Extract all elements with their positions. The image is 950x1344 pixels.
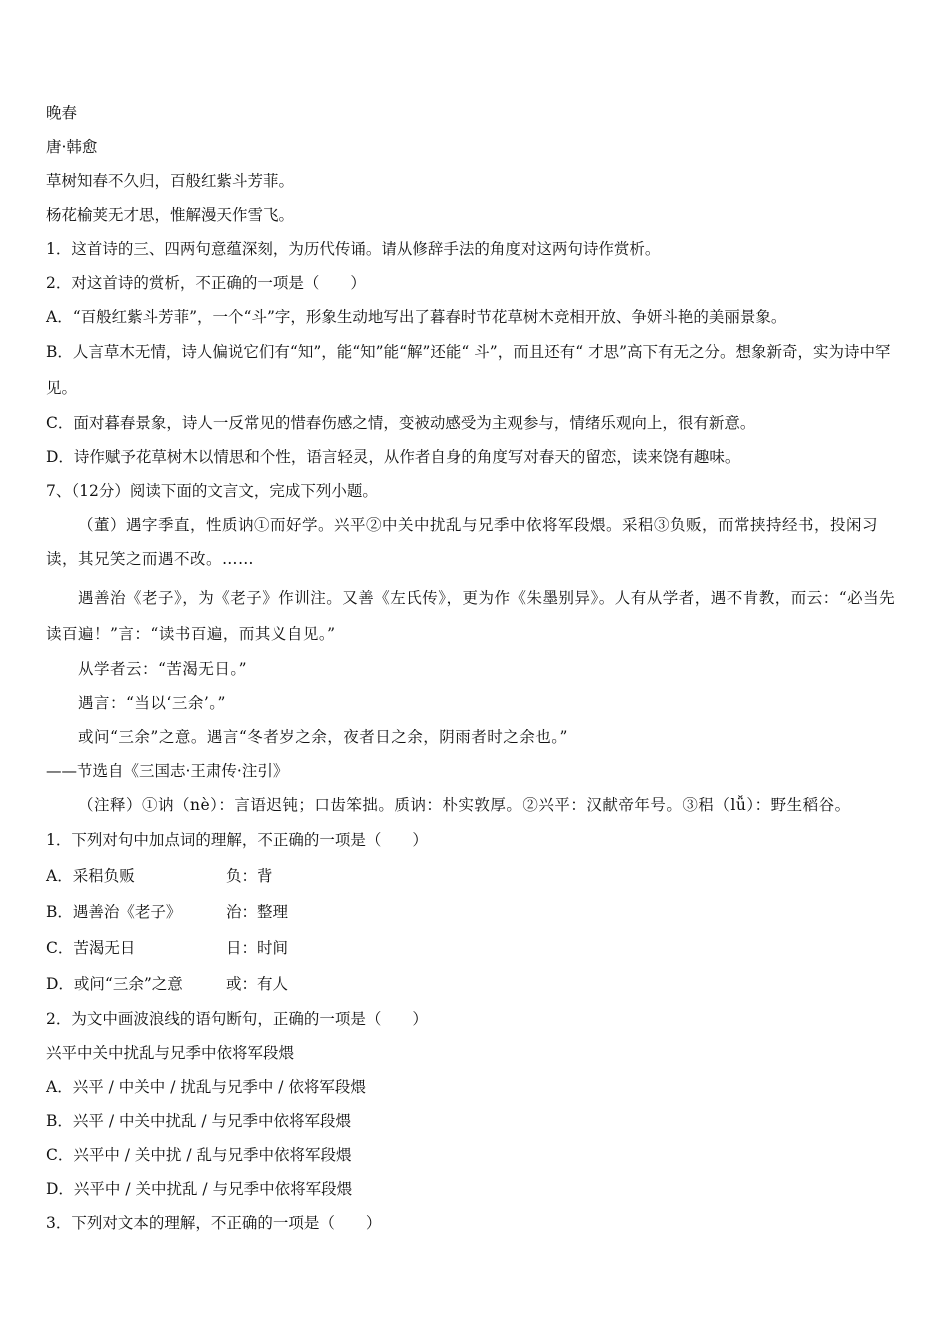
passage-paragraph: 或问“三余”之意。遇言“冬者岁之余，夜者日之余，阴雨者时之余也。” [78, 728, 568, 746]
option-a: A．“百般红紫斗芳菲”，一个“斗”字，形象生动地写出了暮春时节花草树木竞相开放、争妍斗艳的美丽景象。 [46, 308, 787, 326]
question-text: 3．下列对文本的理解，不正确的一项是（ ） [46, 1214, 382, 1232]
question-text: 2．为文中画波浪线的语句断句，正确的一项是（ ） [46, 1010, 428, 1028]
option-a: A．兴平 / 中关中 / 扰乱与兄季中 / 依将军段煨 [46, 1078, 366, 1096]
option-d [46, 966, 908, 1002]
option-d: D．诗作赋予花草树木以情思和个性，语言轻灵，从作者自身的角度写对春天的留恋，读来饶有趣味。 [46, 448, 741, 466]
question-text: 1．下列对句中加点词的理解，不正确的一项是（ ） [46, 831, 428, 849]
option-right: 负：背 [226, 867, 273, 885]
option-b [46, 894, 908, 930]
passage-paragraph: 从学者云：“苦渴无日。” [78, 660, 248, 678]
option-c: C．面对暮春景象，诗人一反常见的惜春伤感之情，变被动感受为主观参与，情绪乐观向上，很有新意。 [46, 414, 756, 432]
option-left: D．或问“三余”之意 [46, 975, 183, 993]
option-c: C．兴平中 / 关中扰 / 乱与兄季中依将军段煨 [46, 1146, 352, 1164]
passage-source: ——节选自《三国志·王肃传·注引》 [46, 762, 289, 780]
poem-line: 杨花榆荚无才思，惟解漫天作雪飞。 [46, 206, 295, 224]
passage-paragraph: （董）遇字季直，性质讷①而好学。兴平②中关中扰乱与兄季中依将军段煨。采稆③负贩，而常挟持经书，投闲习读，其兄笑之而遇不改。…… [46, 516, 879, 568]
passage-notes: （注释）①讷（nè）：言语迟钝；口齿笨拙。质讷：朴实敦厚。②兴平：汉献帝年号。③稆（lǚ）：野生稻谷。 [78, 796, 851, 814]
passage-heading: 7、（12分）阅读下面的文言文，完成下列小题。 [46, 482, 378, 500]
quoted-sentence: 兴平中关中扰乱与兄季中依将军段煨 [46, 1044, 295, 1062]
passage-paragraph: 遇言：“当以‘三余’。” [78, 694, 226, 712]
option-d: D．兴平中 / 关中扰乱 / 与兄季中依将军段煨 [46, 1180, 353, 1198]
option-left: B．遇善治《老子》 [46, 903, 182, 921]
option-b: B．兴平 / 中关中扰乱 / 与兄季中依将军段煨 [46, 1112, 352, 1130]
option-a [46, 858, 908, 894]
poem-line: 草树知春不久归，百般红紫斗芳菲。 [46, 172, 295, 190]
option-left: C．苦渴无日 [46, 939, 136, 957]
option-c [46, 930, 908, 966]
option-right: 日：时间 [226, 939, 289, 957]
poem-author: 唐·韩愈 [46, 138, 98, 156]
question-text: 2．对这首诗的赏析，不正确的一项是（ ） [46, 274, 366, 292]
document-page [46, 96, 908, 1240]
option-right: 治：整理 [226, 903, 289, 921]
passage-paragraph: 遇善治《老子》，为《老子》作训注。又善《左氏传》，更为作《朱墨别异》。人有从学者，遇不肯教，而云：“必当先读百遍！”言：“读书百遍，而其义自见。” [46, 589, 896, 643]
option-left: A．采稆负贩 [46, 867, 135, 885]
question-text: 1．这首诗的三、四两句意蕴深刻，为历代传诵。请从修辞手法的角度对这两句诗作赏析。 [46, 240, 661, 258]
option-right: 或：有人 [226, 975, 289, 993]
poem-title: 晚春 [46, 104, 78, 122]
option-b: B．人言草木无情，诗人偏说它们有“知”，能“知”能“解”还能“ 斗”，而且还有“ 才思”高下有无之分。想象新奇，实为诗中罕见。 [46, 343, 891, 397]
